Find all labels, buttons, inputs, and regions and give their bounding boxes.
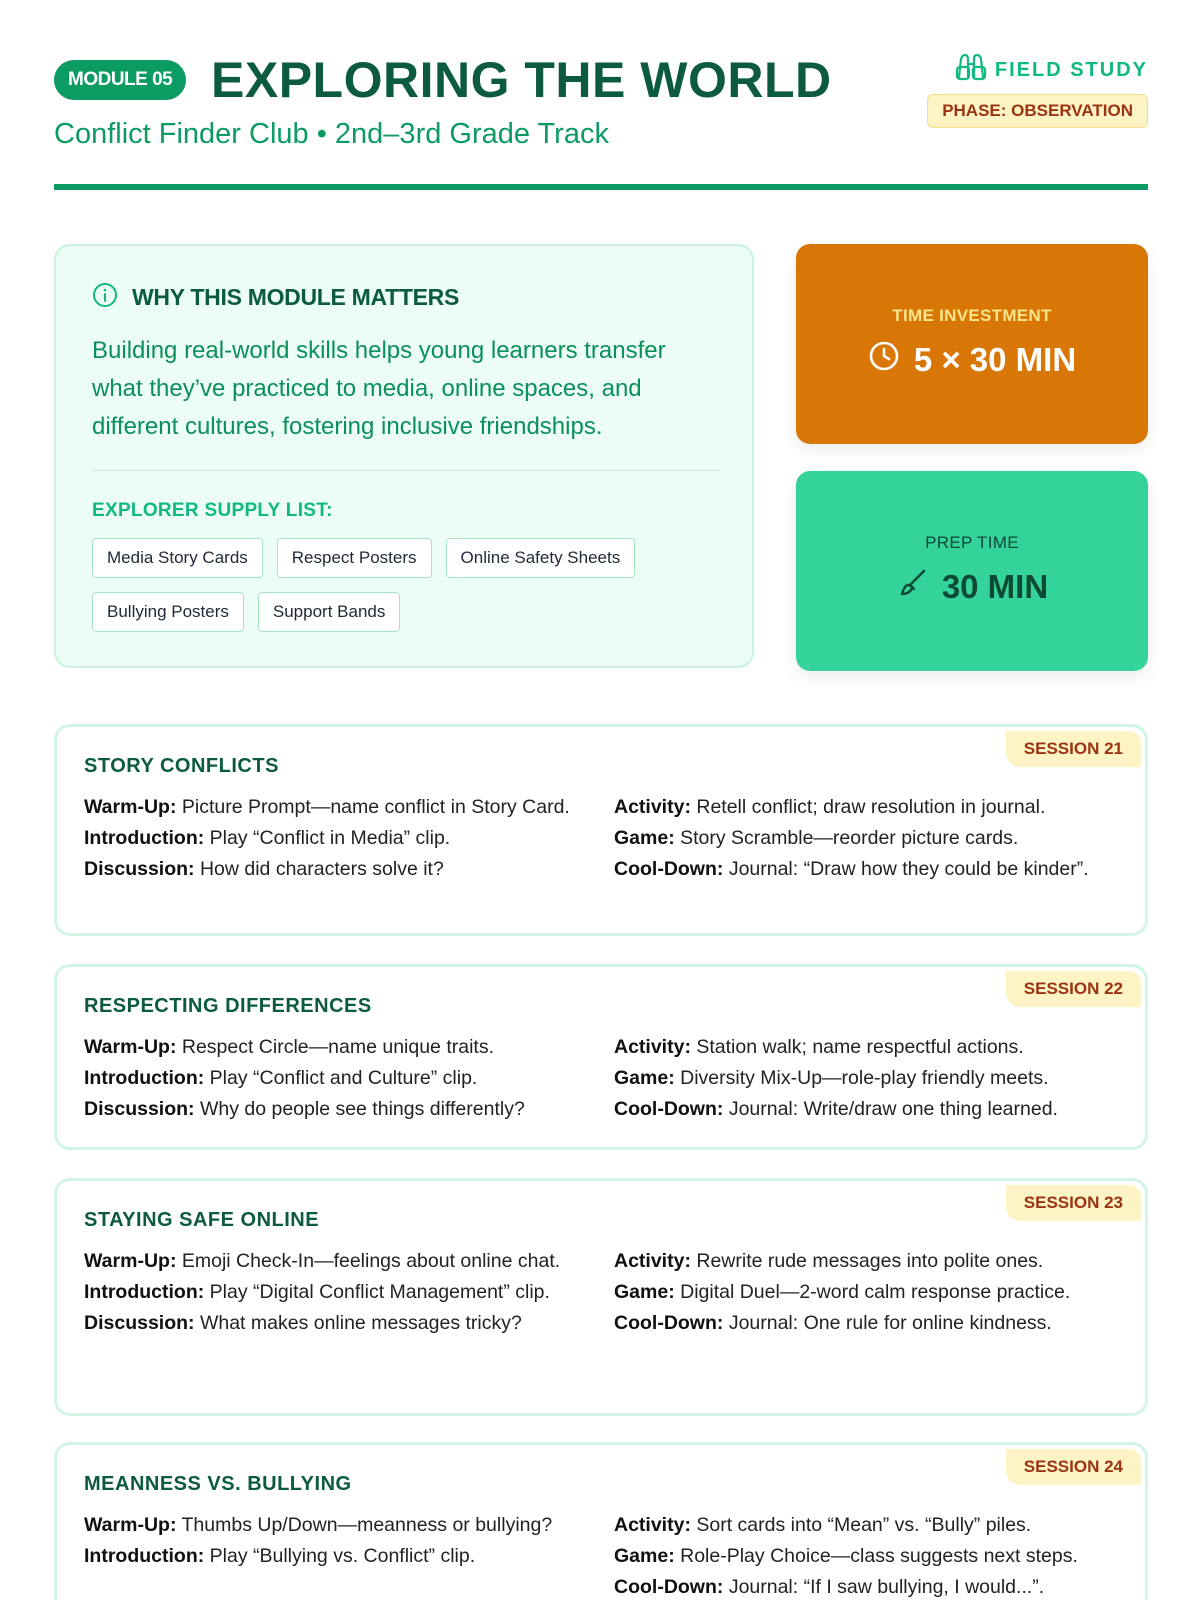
why-description: Building real-world skills helps young learners transfer what they’ve practiced to media, online spaces, and different cultures, fostering inclusive friendships. — [92, 337, 666, 440]
session-line: Cool-Down: Journal: “If I saw bullying, I would...”. — [614, 1576, 1045, 1598]
session-number-badge: SESSION 21 — [1006, 731, 1141, 767]
session-left-column — [84, 1249, 574, 1342]
session-right-column — [614, 1035, 1124, 1128]
supply-chip: Media Story Cards — [92, 538, 263, 578]
prep-time-label: PREP TIME — [925, 533, 1019, 552]
session-line: Activity: Retell conflict; draw resolution in journal. — [614, 796, 1046, 818]
page-subtitle: Conflict Finder Club • 2nd–3rd Grade Track — [54, 118, 609, 150]
supply-chip: Support Bands — [258, 592, 400, 632]
session-number-badge: SESSION 23 — [1006, 1185, 1141, 1221]
why-title: WHY THIS MODULE MATTERS — [132, 283, 460, 310]
page-header — [54, 52, 1148, 192]
session-line: Discussion: What makes online messages tricky? — [84, 1312, 522, 1334]
session-title: STAYING SAFE ONLINE — [84, 1209, 320, 1231]
session-line: Warm-Up: Respect Circle—name unique traits. — [84, 1036, 494, 1058]
session-card — [54, 964, 1148, 1150]
session-left-column — [84, 1035, 574, 1128]
session-card — [54, 1442, 1148, 1600]
supply-list — [92, 538, 692, 632]
phase-badge: PHASE: OBSERVATION — [927, 94, 1148, 128]
session-line: Activity: Rewrite rude messages into polite ones. — [614, 1250, 1044, 1272]
time-investment-value — [796, 338, 1148, 382]
time-investment-text: 5 × 30 MIN — [913, 341, 1077, 378]
module-badge: MODULE 05 — [54, 60, 186, 100]
field-study-label — [955, 56, 1148, 84]
session-number-badge: SESSION 24 — [1006, 1449, 1141, 1485]
page-title: EXPLORING THE WORLD — [211, 52, 832, 108]
session-line: Cool-Down: Journal: One rule for online kindness. — [614, 1312, 1052, 1334]
field-study-text: FIELD STUDY — [994, 58, 1148, 81]
session-right-column — [614, 795, 1124, 888]
session-title: RESPECTING DIFFERENCES — [84, 995, 372, 1017]
session-line: Cool-Down: Journal: “Draw how they could be kinder”. — [614, 858, 1089, 880]
supply-chip: Respect Posters — [277, 538, 432, 578]
session-line: Introduction: Play “Conflict and Culture” clip. — [84, 1067, 478, 1089]
why-module-matters-card — [54, 244, 754, 668]
session-line: Game: Story Scramble—reorder picture cards. — [614, 827, 1019, 849]
session-line: Introduction: Play “Bullying vs. Conflict” clip. — [84, 1545, 476, 1567]
binoculars-icon — [955, 53, 987, 87]
info-icon — [92, 282, 118, 313]
session-line: Warm-Up: Emoji Check-In—feelings about online chat. — [84, 1250, 561, 1272]
session-line: Introduction: Play “Digital Conflict Management” clip. — [84, 1281, 550, 1303]
prep-time-card — [796, 471, 1148, 671]
session-line: Cool-Down: Journal: Write/draw one thing learned. — [614, 1098, 1058, 1120]
session-number-badge: SESSION 22 — [1006, 971, 1141, 1007]
session-right-column — [614, 1513, 1124, 1600]
session-line: Discussion: Why do people see things differently? — [84, 1098, 525, 1120]
session-line: Activity: Sort cards into “Mean” vs. “Bully” piles. — [614, 1514, 1032, 1536]
session-line: Game: Role-Play Choice—class suggests next steps. — [614, 1545, 1078, 1567]
time-investment-card — [796, 244, 1148, 444]
session-card — [54, 724, 1148, 936]
supply-list-label: EXPLORER SUPPLY LIST: — [92, 500, 333, 521]
session-card — [54, 1178, 1148, 1416]
session-line: Game: Digital Duel—2-word calm response practice. — [614, 1281, 1071, 1303]
why-divider — [92, 470, 720, 471]
session-left-column — [84, 795, 574, 888]
prep-time-text: 30 MIN — [941, 568, 1049, 605]
session-line: Discussion: How did characters solve it? — [84, 858, 444, 880]
session-title: MEANNESS VS. BULLYING — [84, 1473, 352, 1495]
why-heading — [92, 282, 459, 312]
session-title: STORY CONFLICTS — [84, 755, 279, 777]
session-line: Game: Diversity Mix-Up—role-play friendly meets. — [614, 1067, 1049, 1089]
session-line: Introduction: Play “Conflict in Media” clip. — [84, 827, 451, 849]
clock-icon — [868, 340, 900, 380]
session-line: Warm-Up: Picture Prompt—name conflict in Story Card. — [84, 796, 570, 818]
paintbrush-icon — [896, 567, 928, 607]
session-line: Activity: Station walk; name respectful actions. — [614, 1036, 1024, 1058]
prep-time-value — [796, 565, 1148, 609]
supply-chip: Bullying Posters — [92, 592, 244, 632]
session-line: Warm-Up: Thumbs Up/Down—meanness or bullying? — [84, 1514, 553, 1536]
header-divider — [54, 184, 1148, 190]
session-right-column — [614, 1249, 1124, 1342]
supply-chip: Online Safety Sheets — [446, 538, 636, 578]
time-investment-label: TIME INVESTMENT — [892, 306, 1052, 325]
session-left-column — [84, 1513, 574, 1575]
